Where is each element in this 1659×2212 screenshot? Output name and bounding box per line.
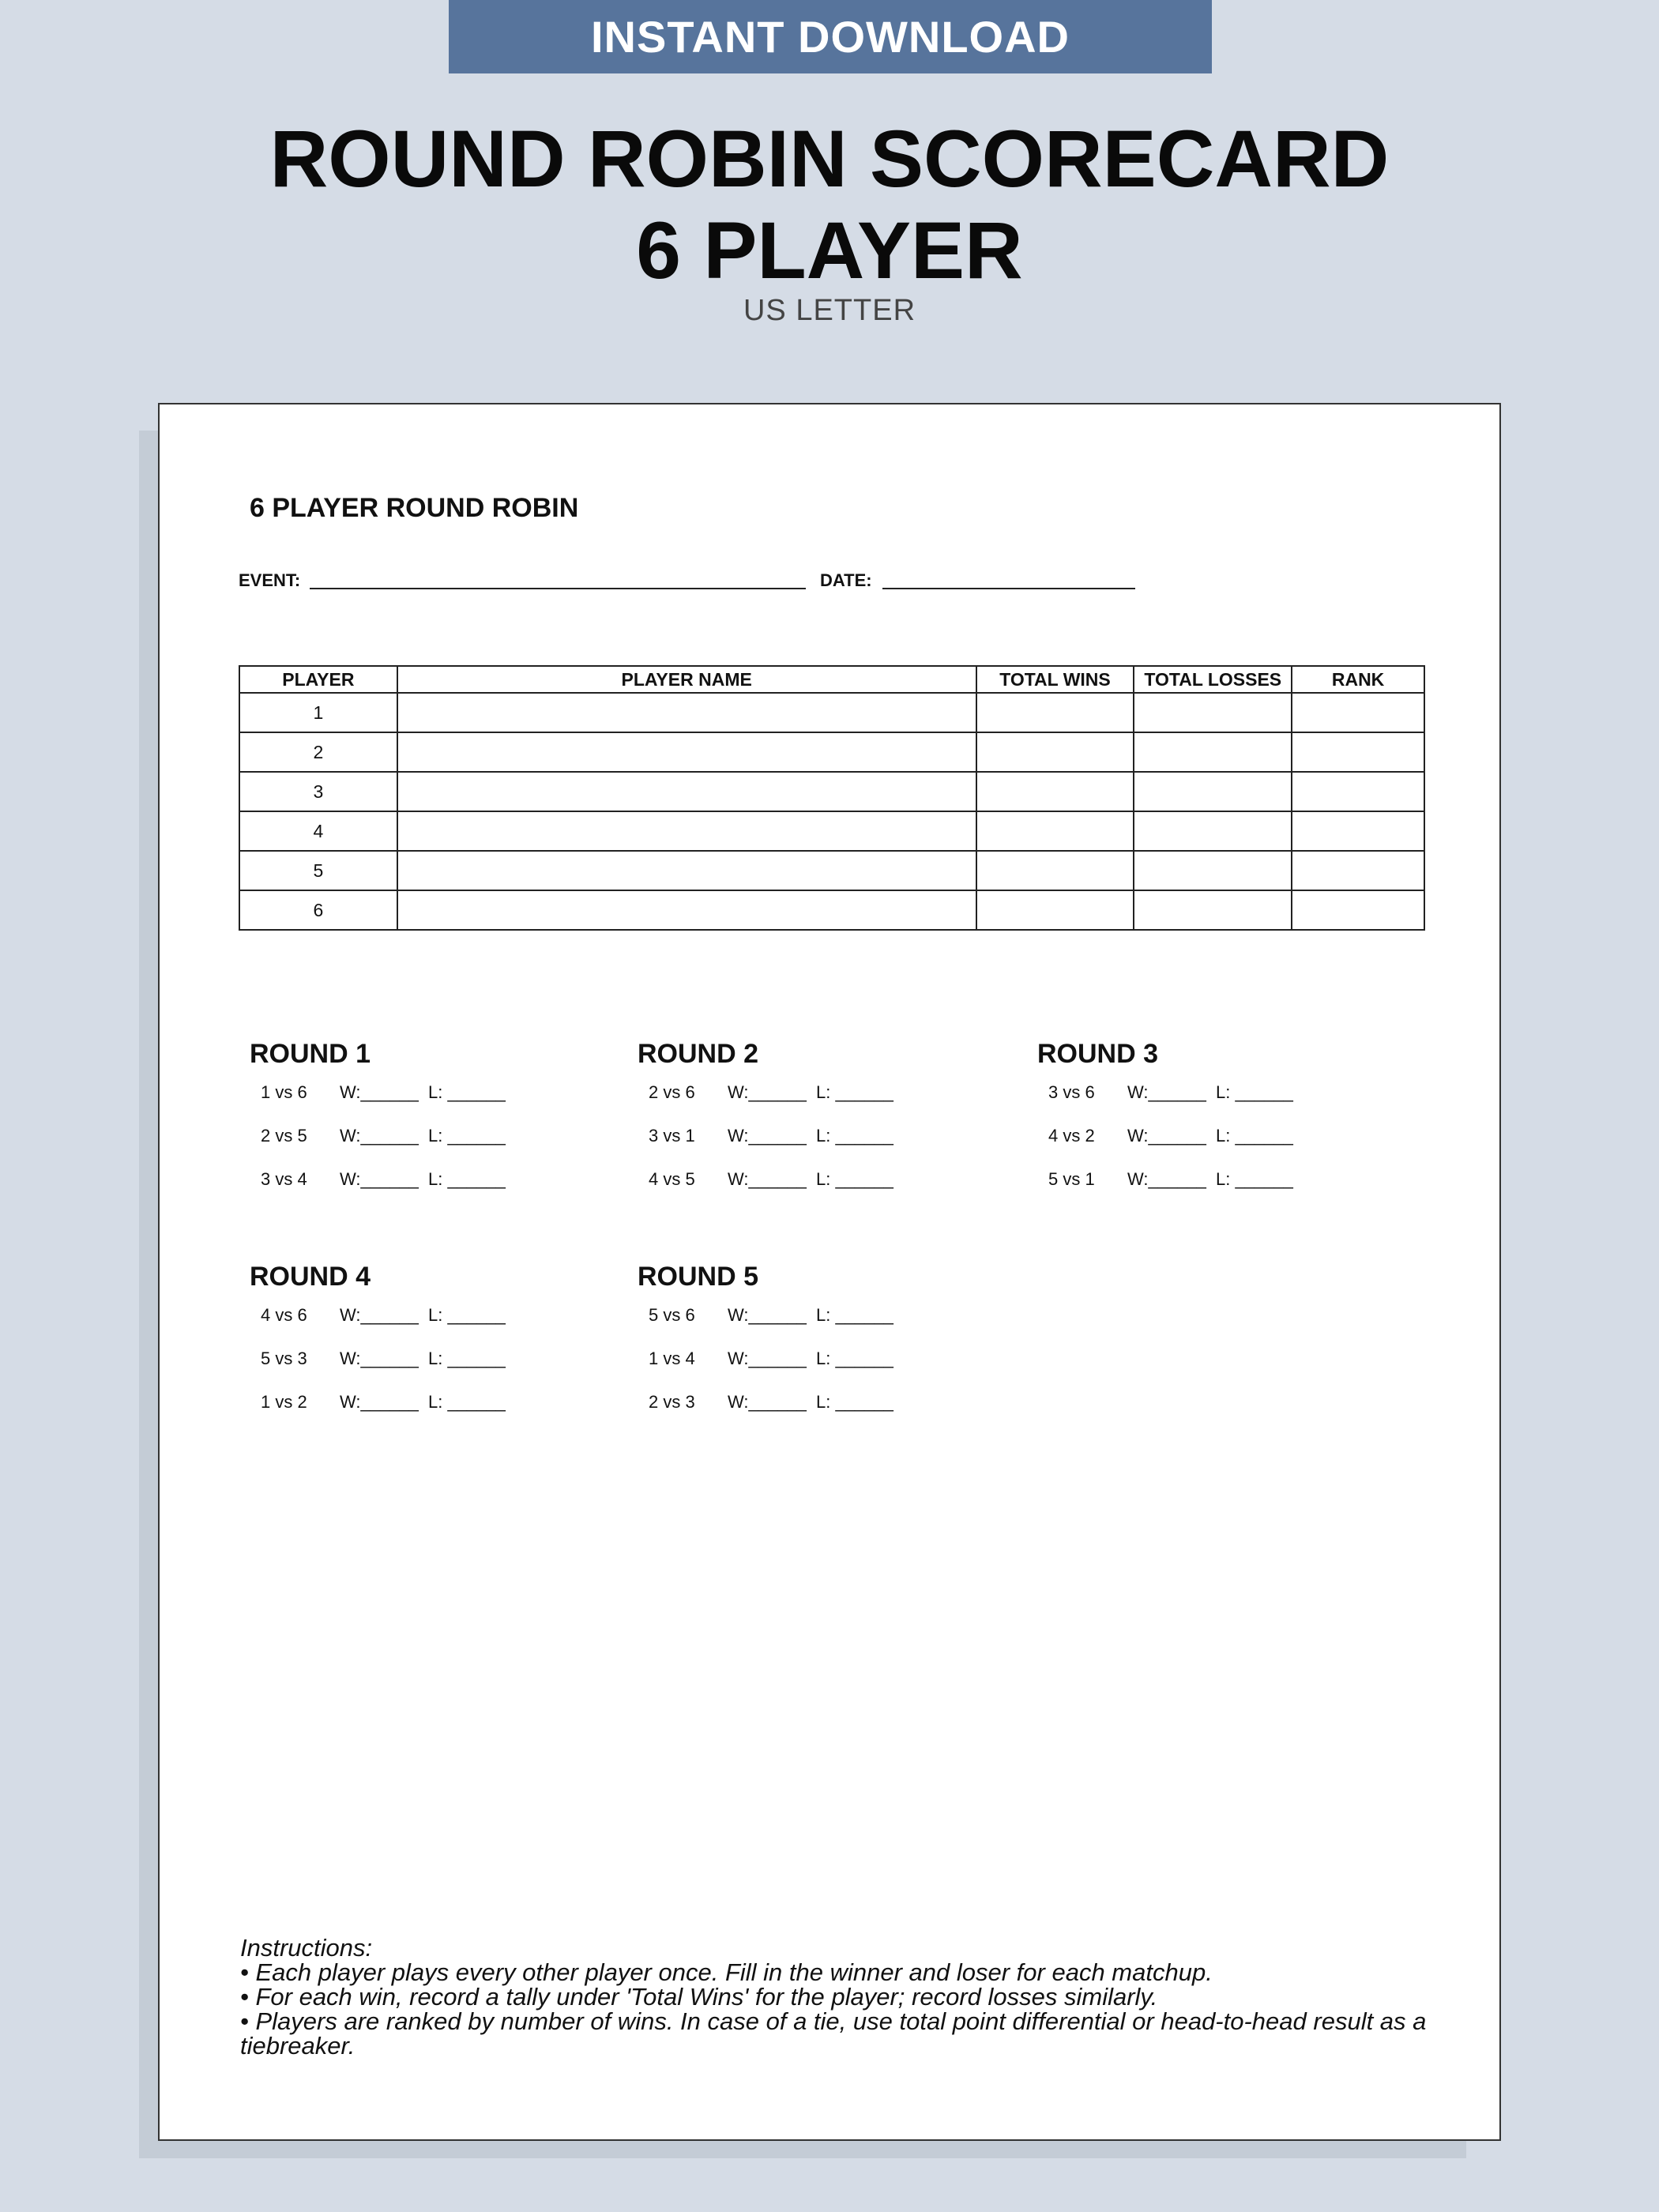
header-player: PLAYER — [239, 666, 397, 693]
rank-cell[interactable] — [1292, 772, 1424, 811]
player-number: 5 — [239, 851, 397, 890]
instructions-block — [240, 1936, 1473, 2058]
loss-field[interactable]: L: ______ — [1216, 1169, 1293, 1189]
round-title: ROUND 3 — [1037, 1039, 1159, 1069]
loss-field[interactable]: L: ______ — [428, 1169, 506, 1189]
matchup-row — [250, 1158, 597, 1202]
total-wins-cell[interactable] — [976, 851, 1134, 890]
matchup-pair: 4 vs 2 — [1048, 1126, 1095, 1146]
matchup-pair: 3 vs 1 — [649, 1126, 695, 1146]
win-field[interactable]: W:______ — [728, 1082, 807, 1102]
table-row — [239, 693, 1424, 732]
player-standings-table — [239, 665, 1425, 931]
win-field[interactable]: W:______ — [728, 1392, 807, 1412]
matchup-pair: 4 vs 5 — [649, 1169, 695, 1189]
rank-cell[interactable] — [1292, 693, 1424, 732]
matchup-row — [250, 1294, 597, 1337]
loss-field[interactable]: L: ______ — [816, 1169, 893, 1189]
matchup-row — [250, 1071, 597, 1115]
win-field[interactable]: W:______ — [728, 1169, 807, 1189]
matchup-row — [638, 1115, 985, 1158]
round-1-block — [250, 1036, 597, 1202]
win-field[interactable]: W:______ — [1127, 1169, 1206, 1189]
table-row — [239, 811, 1424, 851]
loss-field[interactable]: L: ______ — [1216, 1126, 1293, 1146]
header-total-wins: TOTAL WINS — [976, 666, 1134, 693]
player-name-cell[interactable] — [397, 890, 976, 930]
loss-field[interactable]: L: ______ — [816, 1349, 893, 1368]
matchup-pair: 1 vs 2 — [261, 1392, 307, 1412]
round-4-block — [250, 1259, 597, 1424]
matchup-pair: 4 vs 6 — [261, 1305, 307, 1325]
matchup-pair: 1 vs 4 — [649, 1349, 695, 1368]
table-header-row — [239, 666, 1424, 693]
win-field[interactable]: W:______ — [728, 1126, 807, 1146]
total-wins-cell[interactable] — [976, 772, 1134, 811]
loss-field[interactable]: L: ______ — [816, 1392, 893, 1412]
win-field[interactable]: W:______ — [340, 1169, 419, 1189]
round-title: ROUND 2 — [638, 1039, 759, 1069]
loss-field[interactable]: L: ______ — [816, 1305, 893, 1325]
rank-cell[interactable] — [1292, 811, 1424, 851]
date-label: DATE: — [820, 570, 872, 590]
total-losses-cell[interactable] — [1134, 851, 1292, 890]
header-total-losses: TOTAL LOSSES — [1134, 666, 1292, 693]
table-row — [239, 732, 1424, 772]
player-name-cell[interactable] — [397, 851, 976, 890]
matchup-row — [638, 1294, 985, 1337]
matchup-row — [638, 1381, 985, 1424]
header-rank: RANK — [1292, 666, 1424, 693]
matchup-row — [250, 1337, 597, 1381]
matchup-pair: 5 vs 3 — [261, 1349, 307, 1368]
event-label: EVENT: — [239, 570, 301, 590]
player-number: 3 — [239, 772, 397, 811]
product-title-line2: 6 PLAYER — [636, 205, 1023, 295]
loss-field[interactable]: L: ______ — [816, 1126, 893, 1146]
loss-field[interactable]: L: ______ — [428, 1126, 506, 1146]
total-losses-cell[interactable] — [1134, 693, 1292, 732]
player-number: 4 — [239, 811, 397, 851]
matchup-row — [638, 1337, 985, 1381]
win-field[interactable]: W:______ — [340, 1392, 419, 1412]
win-field[interactable]: W:______ — [1127, 1082, 1206, 1102]
loss-field[interactable]: L: ______ — [428, 1349, 506, 1368]
total-wins-cell[interactable] — [976, 732, 1134, 772]
player-number: 2 — [239, 732, 397, 772]
win-field[interactable]: W:______ — [728, 1305, 807, 1325]
instructions-heading: Instructions: — [240, 1934, 373, 1962]
total-losses-cell[interactable] — [1134, 811, 1292, 851]
round-title: ROUND 1 — [250, 1039, 371, 1069]
matchup-row — [250, 1381, 597, 1424]
table-row — [239, 890, 1424, 930]
player-name-cell[interactable] — [397, 772, 976, 811]
matchup-pair: 3 vs 4 — [261, 1169, 307, 1189]
matchup-pair: 5 vs 6 — [649, 1305, 695, 1325]
win-field[interactable]: W:______ — [340, 1082, 419, 1102]
matchup-pair: 3 vs 6 — [1048, 1082, 1095, 1102]
round-5-block — [638, 1259, 985, 1424]
table-row — [239, 851, 1424, 890]
matchup-pair: 1 vs 6 — [261, 1082, 307, 1102]
matchup-pair: 2 vs 3 — [649, 1392, 695, 1412]
matchup-row — [638, 1158, 985, 1202]
player-number: 6 — [239, 890, 397, 930]
total-losses-cell[interactable] — [1134, 772, 1292, 811]
loss-field[interactable]: L: ______ — [816, 1082, 893, 1102]
loss-field[interactable]: L: ______ — [1216, 1082, 1293, 1102]
matchup-pair: 2 vs 5 — [261, 1126, 307, 1146]
player-number: 1 — [239, 693, 397, 732]
header-player-name: PLAYER NAME — [397, 666, 976, 693]
matchup-row — [1037, 1071, 1385, 1115]
loss-field[interactable]: L: ______ — [428, 1082, 506, 1102]
paper-size-subtitle: US LETTER — [743, 294, 916, 327]
sheet-title: 6 PLAYER ROUND ROBIN — [250, 493, 579, 523]
win-field[interactable]: W:______ — [1127, 1126, 1206, 1146]
scorecard-sheet — [158, 403, 1501, 2141]
matchup-row — [1037, 1115, 1385, 1158]
instruction-item: • Each player plays every other player once. Fill in the winner and loser for each matchup. — [240, 1958, 1213, 1986]
rank-cell[interactable] — [1292, 851, 1424, 890]
win-field[interactable]: W:______ — [340, 1349, 419, 1368]
matchup-row — [638, 1071, 985, 1115]
matchup-pair: 5 vs 1 — [1048, 1169, 1095, 1189]
win-field[interactable]: W:______ — [340, 1305, 419, 1325]
total-wins-cell[interactable] — [976, 693, 1134, 732]
matchup-row — [1037, 1158, 1385, 1202]
player-name-cell[interactable] — [397, 693, 976, 732]
round-title: ROUND 5 — [638, 1262, 759, 1292]
date-field-line[interactable] — [882, 588, 1135, 589]
win-field[interactable]: W:______ — [728, 1349, 807, 1368]
instruction-item: • Players are ranked by number of wins. In case of a tie, use total point differential or head-to-head result as a tiebreaker. — [240, 2007, 1427, 2060]
player-name-cell[interactable] — [397, 732, 976, 772]
product-title-line1: ROUND ROBIN SCORECARD — [269, 114, 1390, 204]
matchup-row — [250, 1115, 597, 1158]
instruction-item: • For each win, record a tally under 'Total Wins' for the player; record losses similarly. — [240, 1983, 1158, 2011]
round-3-block — [1037, 1036, 1385, 1202]
total-wins-cell[interactable] — [976, 811, 1134, 851]
rank-cell[interactable] — [1292, 732, 1424, 772]
instant-download-banner: INSTANT DOWNLOAD — [449, 0, 1212, 73]
total-losses-cell[interactable] — [1134, 890, 1292, 930]
loss-field[interactable]: L: ______ — [428, 1305, 506, 1325]
win-field[interactable]: W:______ — [340, 1126, 419, 1146]
table-row — [239, 772, 1424, 811]
total-losses-cell[interactable] — [1134, 732, 1292, 772]
round-2-block — [638, 1036, 985, 1202]
event-field-line[interactable] — [310, 588, 806, 589]
total-wins-cell[interactable] — [976, 890, 1134, 930]
rank-cell[interactable] — [1292, 890, 1424, 930]
matchup-pair: 2 vs 6 — [649, 1082, 695, 1102]
loss-field[interactable]: L: ______ — [428, 1392, 506, 1412]
player-name-cell[interactable] — [397, 811, 976, 851]
round-title: ROUND 4 — [250, 1262, 371, 1292]
